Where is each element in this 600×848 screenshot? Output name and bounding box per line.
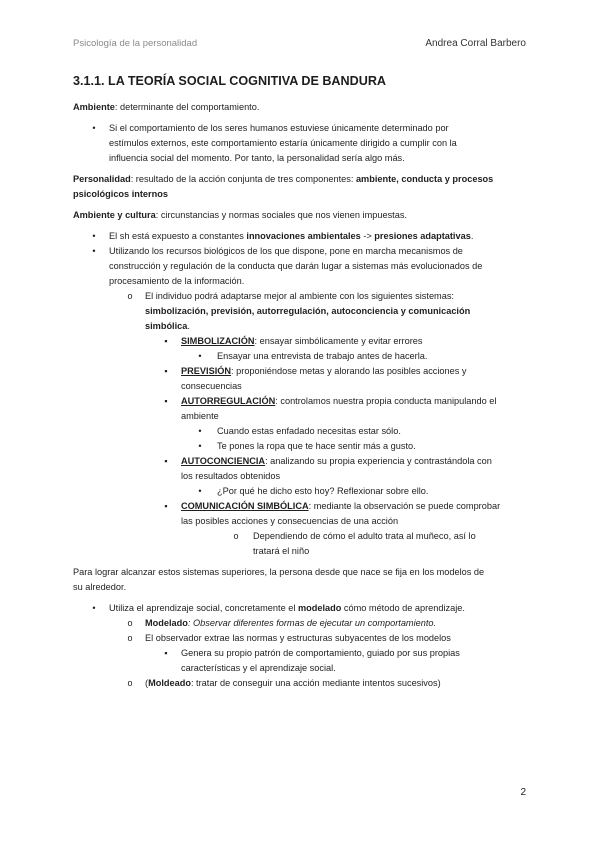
list-item-text: : controlamos nuestra propia conducta manipulando el	[275, 396, 497, 406]
list-item-line: simbólica	[145, 321, 188, 331]
list-item	[73, 529, 528, 559]
list-item-line: estímulos externos, este comportamiento estaría únicamente dirigido a cumplir con la	[109, 138, 457, 148]
term-prevision: PREVISIÓN	[181, 366, 232, 376]
list-item	[73, 394, 528, 424]
list-item	[73, 499, 528, 529]
section-title: 3.1.1. LA TEORÍA SOCIAL COGNITIVA DE BANDURA	[73, 74, 387, 88]
bullet-circle-icon: o	[127, 633, 133, 643]
list-item	[73, 364, 528, 394]
list-item-line: construcción y regulación de la conducta que darán lugar a sistemas más evolucionados de	[109, 261, 483, 271]
list-item-line: los resultados obtenidos	[181, 471, 281, 481]
term-ambiente: Ambiente	[73, 102, 115, 112]
list-item	[73, 631, 528, 646]
list-item-text: : Observar diferentes formas de ejecutar un comportamiento.	[187, 618, 437, 628]
header-author: Andrea Corral Barbero	[425, 38, 526, 49]
list-item-line: procesamiento de la información.	[109, 276, 245, 286]
list-item-text: (	[145, 678, 149, 688]
term-comunicacion-simbolica: COMUNICACIÓN SIMBÓLICA	[181, 501, 309, 511]
term-personalidad: Personalidad	[73, 174, 131, 184]
bullet-square-icon: ▪	[164, 456, 168, 466]
header-title: Psicología de la personalidad	[73, 38, 198, 49]
list-item	[73, 121, 528, 166]
list-item	[73, 676, 528, 691]
term-modelado: Modelado	[145, 618, 188, 628]
list-item-line: Utilizando los recursos biológicos de los que dispone, pone en marcha mecanismos de	[109, 246, 463, 256]
list-item-text: El observador extrae las normas y estructuras subyacentes de los modelos	[145, 633, 451, 643]
page-number: 2	[520, 787, 526, 798]
bullet-circle-icon: o	[127, 678, 133, 688]
list-item-line: influencia social del momento. Por tanto, la personalidad sería algo más.	[109, 153, 405, 163]
list-item-line: ambiente	[181, 411, 219, 421]
bullet-square-icon: ▪	[164, 396, 168, 406]
paragraph-sistemas	[73, 565, 528, 595]
list-item	[73, 454, 528, 484]
list-item	[73, 484, 528, 499]
list-item-line: Genera su propio patrón de comportamiento, guiado por sus propias	[181, 648, 460, 658]
paragraph-personalidad	[73, 172, 528, 202]
list-item-bold: presiones adaptativas	[374, 231, 471, 241]
bullet-square-icon: ▪	[164, 336, 168, 346]
bullet-circle-icon: o	[233, 531, 239, 541]
term-ambiente-cultura: Ambiente y cultura	[73, 210, 156, 220]
list-item	[73, 334, 528, 349]
list-item	[73, 244, 528, 289]
list-item	[73, 616, 528, 631]
list-item-text: cómo método de aprendizaje.	[341, 603, 465, 613]
term-moldeado: Moldeado	[148, 678, 191, 688]
bullet-disc-icon: •	[198, 441, 202, 451]
list-item-line: características y el aprendizaje social.	[181, 663, 336, 673]
bullet-disc-icon: •	[92, 231, 96, 241]
term-simbolizacion: SIMBOLIZACIÓN	[181, 336, 255, 346]
list-item	[73, 349, 528, 364]
bullet-square-icon: ▪	[164, 501, 168, 511]
list-item-line: las posibles acciones y consecuencias de una acción	[181, 516, 399, 526]
list-item	[73, 289, 528, 334]
bullet-circle-icon: o	[127, 291, 133, 301]
list-item-text: ->	[360, 231, 375, 241]
bullet-disc-icon: •	[198, 351, 202, 361]
list-item-text: : tratar de conseguir una acción mediante intentos sucesivos)	[190, 678, 441, 688]
list-item-text: Utiliza el aprendizaje social, concretamente el	[109, 603, 298, 613]
list-item-text: .	[470, 231, 474, 241]
list-item-line: simbolización, previsión, autorregulación, autoconciencia y comunicación	[145, 306, 471, 316]
bullet-disc-icon: •	[92, 246, 96, 256]
list-item-line: tratará el niño	[253, 546, 310, 556]
list-item-bold: innovaciones ambientales	[246, 231, 361, 241]
list-item-text: El sh está expuesto a constantes	[109, 231, 247, 241]
list-item-text: .	[187, 321, 190, 331]
list-item	[73, 439, 528, 454]
list-item	[73, 646, 528, 676]
bullet-disc-icon: •	[198, 486, 202, 496]
list-item-line: Si el comportamiento de los seres humanos estuviese únicamente determinado por	[109, 123, 449, 133]
ambiente-cultura-definition: : circunstancias y normas sociales que nos vienen impuestas.	[155, 210, 407, 220]
list-item	[73, 229, 528, 244]
list-item-text: ¿Por qué he dicho esto hoy? Reflexionar sobre ello.	[217, 486, 429, 496]
list-item-text: Te pones la ropa que te hace sentir más a gusto.	[217, 441, 416, 451]
bullet-disc-icon: •	[198, 426, 202, 436]
list-item-line: consecuencias	[181, 381, 242, 391]
list-item-text: : proponiéndose metas y alorando las posibles acciones y	[231, 366, 467, 376]
list-item-line: El individuo podrá adaptarse mejor al ambiente con los siguientes sistemas:	[145, 291, 454, 301]
personalidad-definition: : resultado de la acción conjunta de tres componentes:	[130, 174, 356, 184]
list-item-text: : mediante la observación se puede comprobar	[308, 501, 501, 511]
personalidad-components: ambiente, conducta y procesos	[355, 174, 494, 184]
paragraph-ambiente	[73, 100, 528, 115]
list-item-text: Cuando estas enfadado necesitas estar sólo.	[217, 426, 401, 436]
term-autorregulacion: AUTORREGULACIÓN	[181, 396, 276, 406]
bullet-square-icon: ▪	[164, 366, 168, 376]
list-item-text: Ensayar una entrevista de trabajo antes de hacerla.	[217, 351, 428, 361]
list-item	[73, 601, 528, 616]
paragraph-line: su alrededor.	[73, 582, 127, 592]
list-item-line: Dependiendo de cómo el adulto trata al muñeco, así lo	[253, 531, 476, 541]
bullet-disc-icon: •	[92, 123, 96, 133]
list-item-text: : ensayar simbólicamente y evitar errores	[254, 336, 423, 346]
bullet-square-icon: ▪	[164, 648, 168, 658]
list-item	[73, 424, 528, 439]
personalidad-components-line2: psicológicos internos	[73, 189, 168, 199]
bullet-circle-icon: o	[127, 618, 133, 628]
paragraph-line: Para lograr alcanzar estos sistemas superiores, la persona desde que nace se fija en los modelos de	[73, 567, 485, 577]
term-autoconciencia: AUTOCONCIENCIA	[181, 456, 266, 466]
ambiente-definition: : determinante del comportamiento.	[114, 102, 260, 112]
bullet-disc-icon: •	[92, 603, 96, 613]
list-item-text: : analizando su propia experiencia y contrastándola con	[265, 456, 492, 466]
paragraph-ambiente-cultura	[73, 208, 528, 223]
term-modelado-inline: modelado	[297, 603, 342, 613]
page-body	[73, 72, 528, 691]
